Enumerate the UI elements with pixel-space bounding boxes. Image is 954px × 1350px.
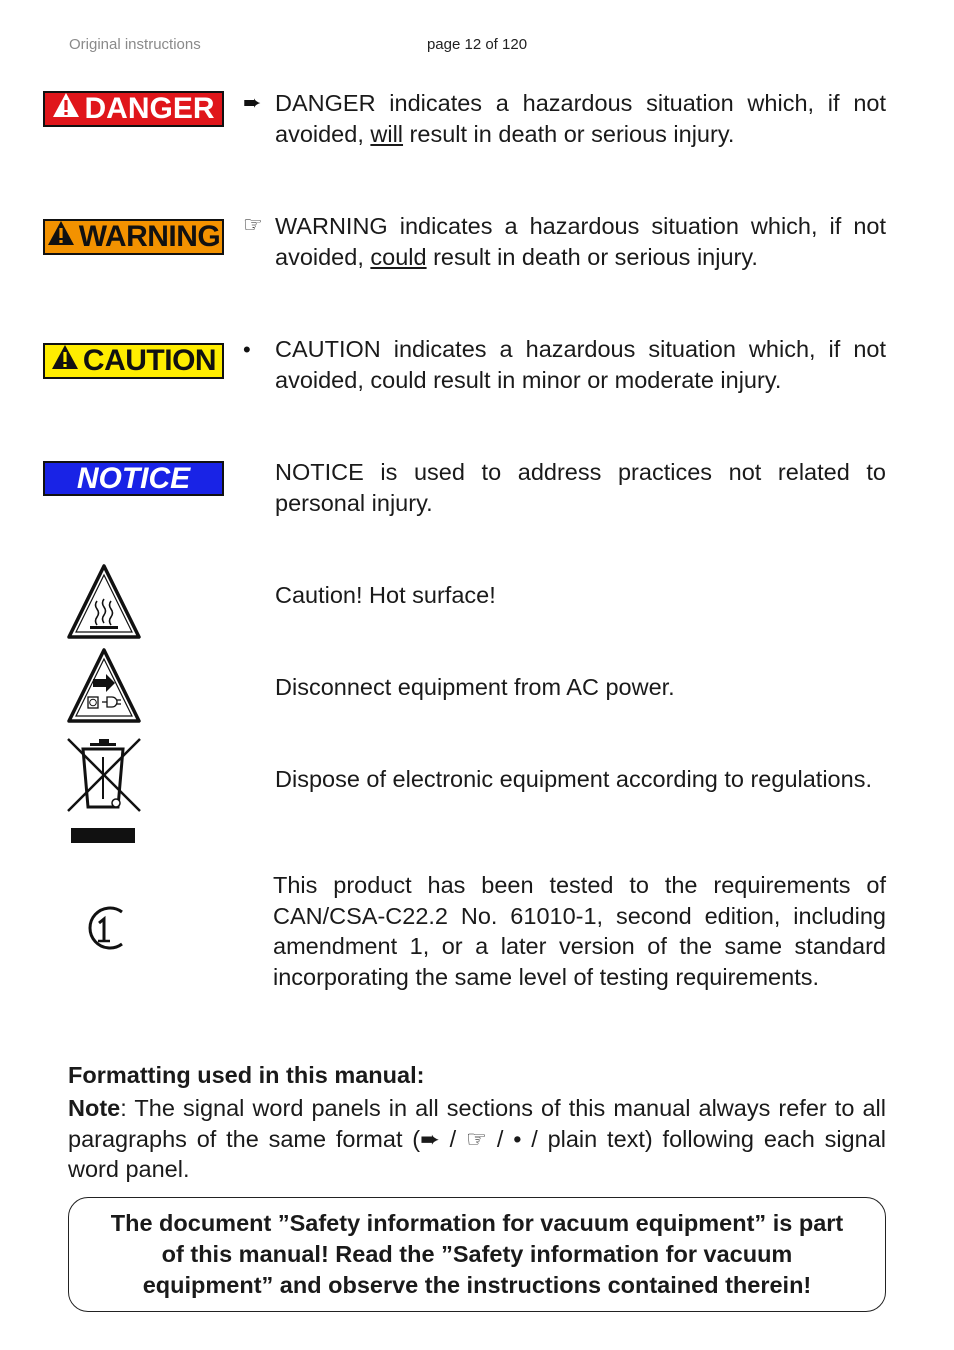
csa-certification-text: This product has been tested to the requirements of CAN/CSA-C22.2 No. 61010-1, second edition, including amendment 1, or a later version of the same standard incorporating the same level of testing requirements. bbox=[273, 872, 886, 990]
disconnect-power-text: Disconnect equipment from AC power. bbox=[275, 674, 675, 700]
notice-description: NOTICE is used to address practices not related to personal injury. bbox=[275, 459, 886, 516]
bullet-marker: • bbox=[243, 337, 251, 362]
hot-surface-icon bbox=[66, 563, 142, 645]
danger-description: DANGER indicates a hazardous situation which, if not avoided, will result in death or serious injury. bbox=[275, 90, 886, 147]
formatting-heading: Formatting used in this manual: bbox=[68, 1062, 425, 1088]
safety-information-note-box bbox=[68, 1197, 886, 1312]
caution-panel bbox=[43, 343, 224, 379]
page-number: page 12 of 120 bbox=[426, 36, 528, 53]
warning-panel bbox=[43, 219, 224, 255]
formatting-note: Note: The signal word panels in all sections of this manual always refer to all paragraphs of the same format (➨ / ☞ / • / plain text) following each signal word panel. bbox=[68, 1095, 886, 1182]
notice-label: NOTICE bbox=[76, 461, 191, 495]
caution-label: CAUTION bbox=[82, 344, 217, 377]
csa-certification-icon bbox=[85, 903, 127, 958]
header-document-type: Original instructions bbox=[69, 36, 201, 53]
disposal-text: Dispose of electronic equipment according to regulations. bbox=[275, 766, 872, 792]
warning-triangle-icon bbox=[47, 220, 75, 254]
warning-triangle-icon bbox=[51, 344, 79, 378]
notice-panel bbox=[43, 461, 224, 496]
warning-description: WARNING indicates a hazardous situation which, if not avoided, could result in death or serious injury. bbox=[275, 213, 886, 270]
caution-description: CAUTION indicates a hazardous situation which, if not avoided, could result in minor or moderate injury. bbox=[275, 336, 886, 393]
hot-surface-text: Caution! Hot surface! bbox=[275, 582, 496, 608]
pointing-hand-marker: ☞ bbox=[243, 212, 263, 237]
safety-information-note-text: The document ”Safety information for vacuum equipment” is part of this manual! Read the ”Safety information for vacuum equipment” and observe the instructions contained therein! bbox=[110, 1210, 844, 1298]
warning-label: WARNING bbox=[78, 220, 221, 253]
weee-crossed-bin-icon bbox=[66, 737, 142, 852]
warning-triangle-icon bbox=[52, 92, 80, 126]
danger-panel bbox=[43, 91, 224, 127]
danger-label: DANGER bbox=[84, 92, 215, 125]
arrow-marker: ➨ bbox=[243, 90, 262, 115]
disconnect-power-icon bbox=[66, 647, 142, 729]
